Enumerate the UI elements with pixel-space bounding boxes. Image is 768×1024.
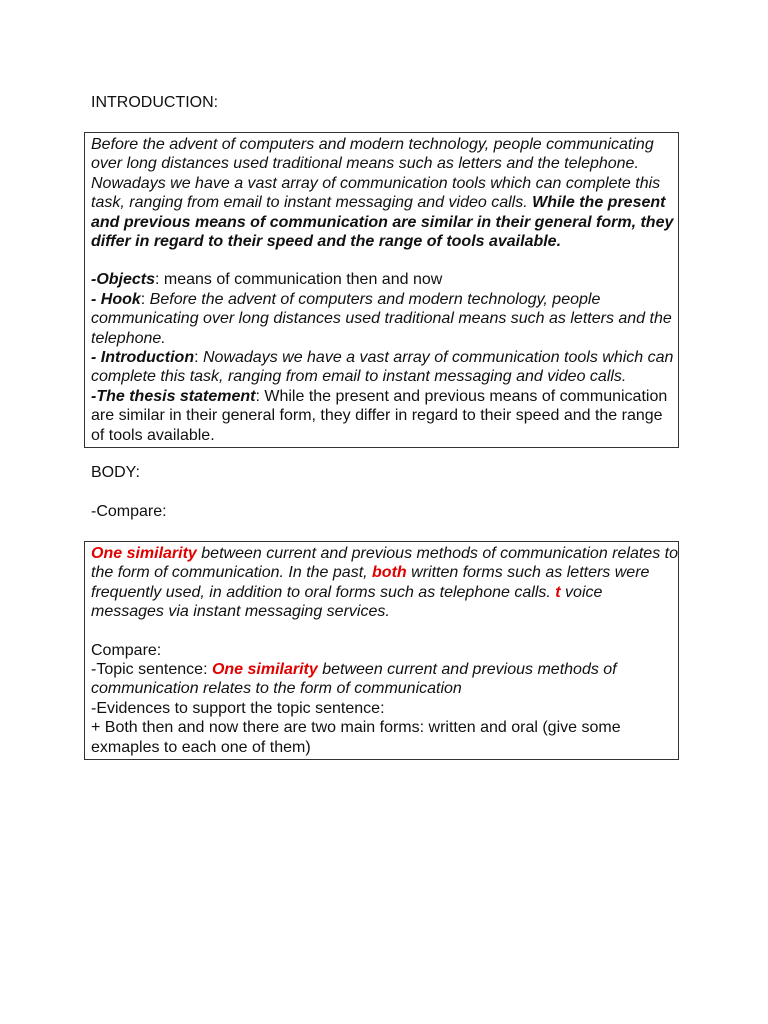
compare-label: Compare: (91, 641, 162, 659)
highlight-t: t (555, 583, 561, 601)
thesis-text: : While the present and previous means of communication are similar in their general form, they differ in regard to their speed and the range of tools available. (91, 387, 668, 444)
introduction-paragraph (91, 135, 678, 251)
compare-heading: -Compare: (91, 503, 167, 520)
introduction-label: - Introduction (91, 349, 195, 367)
evidence-point: + Both then and now there are two main forms: written and oral (give some exmaples to each one of them) (91, 719, 621, 756)
introduction-line: - Introduction: Nowadays we have a vast array of communication tools which can complete this task, ranging from email to instant messaging and video calls. (91, 349, 674, 386)
intro-paragraph-bold: While the present and previous means of communication are similar in their general form, they differ in regard to their speed and the range of tools available. (91, 194, 674, 251)
evidence-line: -Evidences to support the topic sentence: (91, 699, 385, 717)
introduction-text: Nowadays we have a vast array of communication tools which can complete this task, ranging from email to instant messaging and video calls. (91, 349, 674, 386)
topic-highlight: One similarity (211, 661, 318, 679)
objects-label: -Objects (91, 271, 156, 289)
thesis-line (91, 387, 678, 445)
introduction-box (84, 132, 679, 448)
intro-paragraph-text: Before the advent of computers and modern technology, people communicating over long distances used traditional means such as letters and the telephone. Nowadays we have a vast array of communication tools which can complete this task, ranging from email to instant messaging and video calls. (91, 136, 661, 212)
body-heading: BODY: (91, 464, 140, 481)
hook-text: Before the advent of computers and modern technology, people communicating over long distances used traditional means such as letters and the telephone. (91, 290, 672, 347)
body-paragraph: One similarity between current and previous methods of communication relates to the form of communication. In the past, both written forms such as letters were frequently used, in addition to oral forms such as telephone calls. t voice messages via instant messaging services. (91, 545, 678, 621)
topic-sentence-text: between current and previous methods of communication relates to the form of communication (91, 661, 617, 698)
objects-line (91, 270, 678, 289)
introduction-heading: INTRODUCTION: (91, 94, 219, 111)
hook-line: - Hook: Before the advent of computers and modern technology, people communicating over long distances used traditional means such as letters and the telephone. (91, 290, 672, 347)
topic-sentence-line (91, 660, 678, 699)
thesis-label: -The thesis statement (91, 387, 256, 405)
hook-label: - Hook (91, 290, 141, 308)
topic-sentence-prefix: -Topic sentence: (91, 661, 212, 679)
highlight-one-similarity: One similarity (91, 545, 197, 562)
body-box (84, 541, 679, 760)
objects-text: : means of communication then and now (155, 271, 443, 289)
highlight-both: both (372, 564, 407, 582)
